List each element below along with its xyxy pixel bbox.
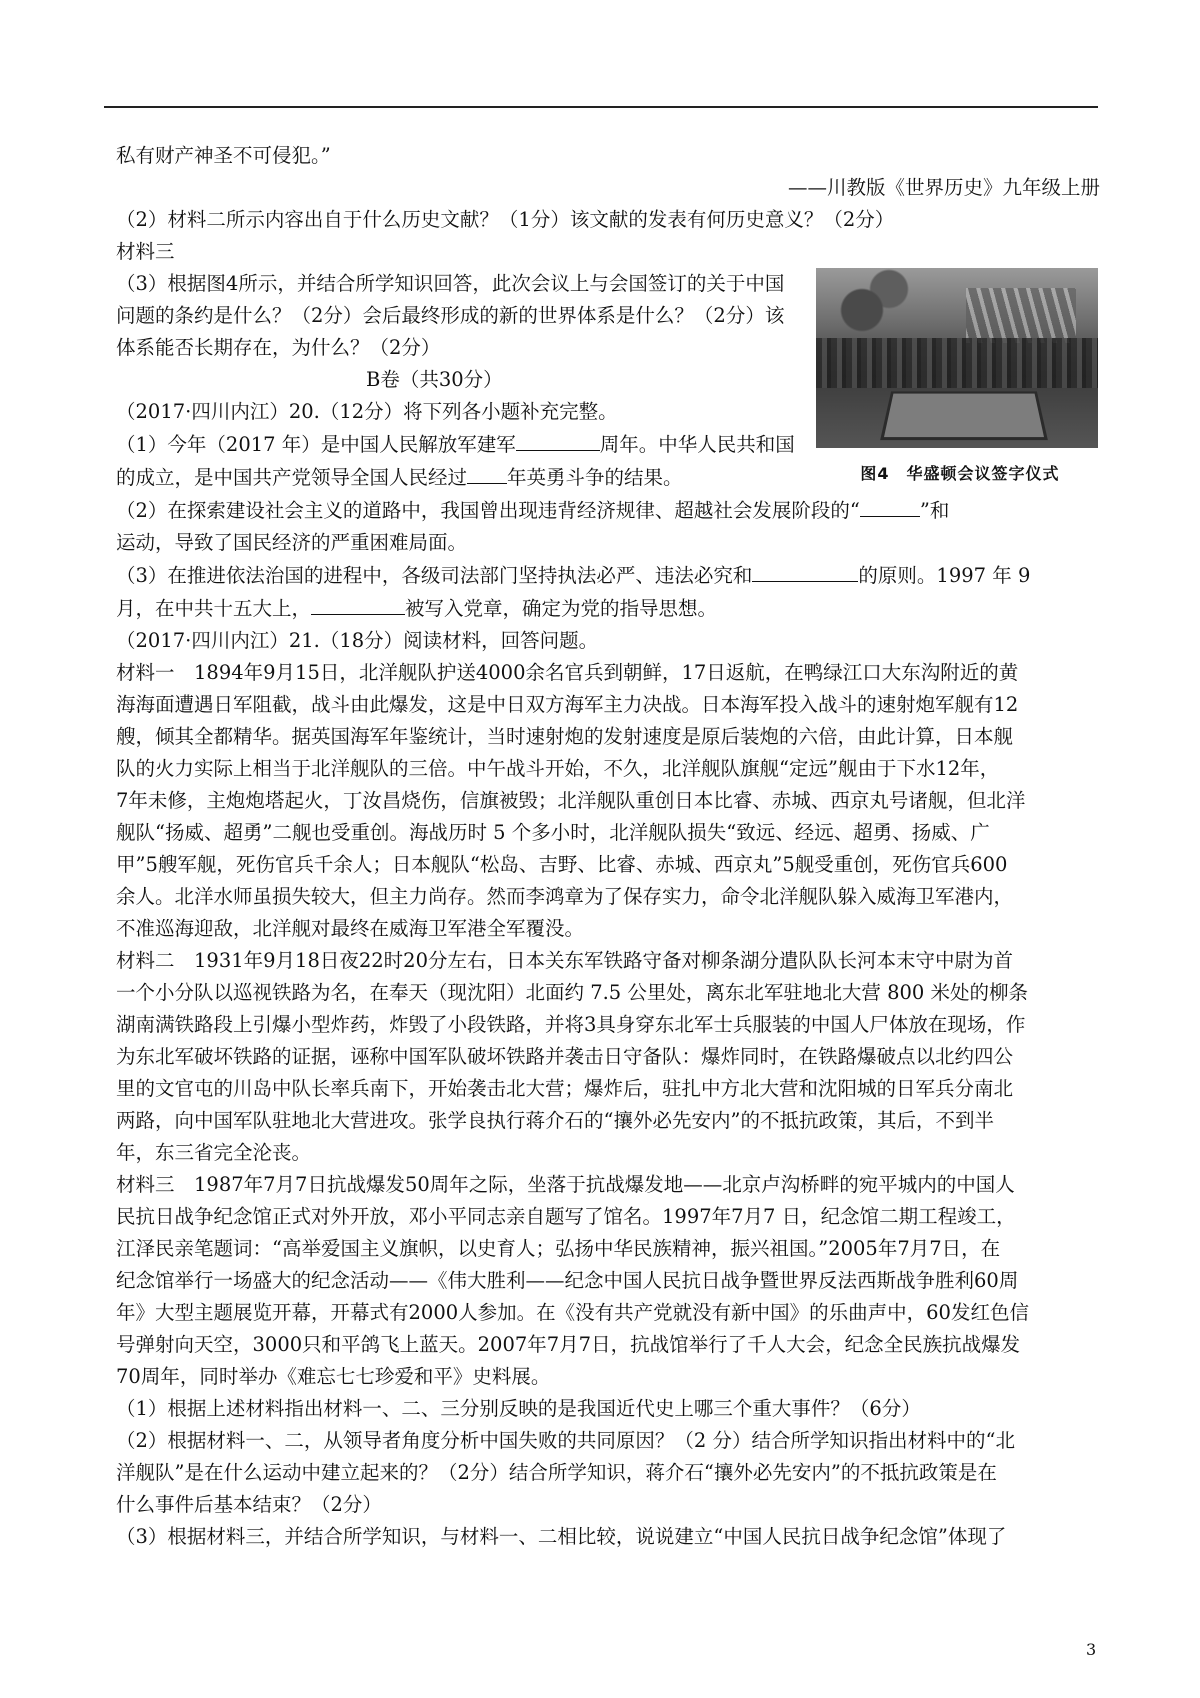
text-segment: （3）在推进依法治国的进程中，各级司法部门坚持执法必严、违法必究和: [116, 564, 753, 587]
text-segment: 年英勇斗争的结果。: [507, 466, 683, 489]
material-one-line: 舰队“扬威、超勇”二舰也受重创。海战历时 5 个多小时，北洋舰队损失“致远、经远、超勇、扬威、广: [116, 821, 990, 844]
material-one-line: 海海面遭遇日军阻截，战斗由此爆发，这是中日双方海军主力决战。日本海军投入战斗的速射炮军舰有12: [116, 693, 1019, 716]
material-two-line: 年，东三省完全沦丧。: [116, 1141, 312, 1164]
answer-blank[interactable]: [311, 592, 405, 615]
text-segment: （1）今年（2017 年）是中国人民解放军建军: [116, 433, 516, 456]
text-segment: （2）在探索建设社会主义的道路中，我国曾出现违背经济规律、超越社会发展阶段的“: [116, 499, 860, 522]
text-segment: ”和: [919, 499, 950, 522]
source-citation: ——川教版《世界历史》九年级上册: [787, 176, 1100, 199]
question-with-figure: [116, 268, 1100, 494]
answer-blank[interactable]: [860, 494, 920, 517]
question-line: 洋舰队”是在什么运动中建立起来的？（2分）结合所学知识，蒋介石“攘外必先安内”的不抵抗政策是在: [116, 1461, 997, 1484]
material-two-line: 两路，向中国军队驻地北大营进攻。张学良执行蒋介石的“攘外必先安内”的不抵抗政策，其后，不到半: [116, 1109, 994, 1132]
question-line: （1）根据上述材料指出材料一、二、三分别反映的是我国近代史上哪三个重大事件？（6分）: [116, 1397, 921, 1420]
question-line: （3）根据材料三，并结合所学知识，与材料一、二相比较，说说建立“中国人民抗日战争纪念馆”体现了: [116, 1525, 1007, 1548]
material-three-line: 材料三 1987年7月7日抗战爆发50周年之际，坐落于抗战爆发地——北京卢沟桥畔的宛平城内的中国人: [116, 1173, 1015, 1196]
page-number: 3: [1086, 1640, 1097, 1659]
question-line: 问题的条约是什么？（2分）会后最终形成的新的世界体系是什么？（2分）该: [116, 304, 785, 327]
answer-blank[interactable]: [752, 559, 858, 582]
section-heading-b: B卷（共30分）: [366, 368, 503, 391]
answer-blank[interactable]: [467, 461, 507, 484]
material-two-line: 为东北军破坏铁路的证据，诬称中国军队破坏铁路并袭击日守备队：爆炸同时，在铁路爆破点以北约四公: [116, 1045, 1014, 1068]
material-three-line: 年》大型主题展览开幕，开幕式有2000人参加。在《没有共产党就没有新中国》的乐曲声中，60发红色信: [116, 1301, 1029, 1324]
header-rule: [104, 106, 1098, 108]
material-two-line: 湖南满铁路段上引爆小型炸药，炸毁了小段铁路，并将3具身穿东北军士兵服装的中国人尸体放在现场，作: [116, 1013, 1026, 1036]
material-one-line: 队的火力实际上相当于北洋舰队的三倍。中午战斗开始，不久，北洋舰队旗舰“定远”舰由于下水12年，: [116, 757, 1000, 780]
material-two-line: 材料二 1931年9月18日夜22时20分左右，日本关东军铁路守备对柳条湖分遣队队长河本末守中尉为首: [116, 949, 1013, 972]
page-content: [116, 140, 1100, 1553]
fill-line: [116, 559, 1100, 592]
material-three-line: 民抗日战争纪念馆正式对外开放，邓小平同志亲自题写了馆名。1997年7月7 日，纪念馆二期工程竣工，: [116, 1205, 1016, 1228]
material-one-line: 不准巡海迎敌，北洋舰对最终在威海卫军港全军覆没。: [116, 917, 585, 940]
material-two-line: 里的文官屯的川岛中队长率兵南下，开始袭击北大营；爆炸后，驻扎中方北大营和沈阳城的日军兵分南北: [116, 1077, 1014, 1100]
answer-blank[interactable]: [516, 428, 600, 451]
material-three-line: 70周年，同时举办《难忘七七珍爱和平》史料展。: [116, 1365, 551, 1388]
text-segment: 的成立，是中国共产党领导全国人民经过: [116, 466, 468, 489]
question-line: （2）根据材料一、二，从领导者角度分析中国失败的共同原因？（2 分）结合所学知识指出材料中的“北: [116, 1429, 1015, 1452]
material-three-line: 号弹射向天空，3000只和平鸽飞上蓝天。2007年7月7日，抗战馆举行了千人大会，纪念全民族抗战爆发: [116, 1333, 1021, 1356]
material-heading: 材料三: [116, 240, 175, 263]
text-line: 私有财产神圣不可侵犯。”: [116, 144, 331, 167]
fill-line: [116, 494, 1100, 527]
fill-line: [116, 592, 1100, 625]
question-line: （2）材料二所示内容出自于什么历史文献？（1分）该文献的发表有何历史意义？（2分）: [116, 208, 895, 231]
material-one-line: 甲”5艘军舰，死伤官兵千余人；日本舰队“松岛、吉野、比睿、赤城、西京丸”5舰受重创，死伤官兵600: [116, 853, 1008, 876]
question-line: （3）根据图4所示，并结合所学知识回答，此次会议上与会国签订的关于中国: [116, 272, 785, 295]
question-line: 体系能否长期存在，为什么？（2分）: [116, 336, 441, 359]
text-segment: 月，在中共十五大上，: [116, 597, 312, 620]
text-segment: 的原则。1997 年 9: [858, 564, 1031, 587]
material-three-line: 江泽民亲笔题词：“高举爱国主义旗帜，以史育人；弘扬中华民族精神，振兴祖国。”2005年7月7日，在: [116, 1237, 1001, 1260]
material-one-line: 艘，倾其全都精华。据英国海军年鉴统计，当时速射炮的发射速度是原后装炮的六倍，由此计算，日本舰: [116, 725, 1014, 748]
text-segment: 周年。中华人民共和国: [599, 433, 795, 456]
washington-conference-photo: [816, 268, 1098, 448]
material-one-line: 余人。北洋水师虽损失较大，但主力尚存。然而李鸿章为了保存实力，命令北洋舰队躲入威海卫军港内，: [116, 885, 1014, 908]
question-line: 什么事件后基本结束？（2分）: [116, 1493, 382, 1516]
text-segment: 被写入党章，确定为党的指导思想。: [405, 597, 718, 620]
material-one-line: 7年未修，主炮炮塔起火，丁汝昌烧伤，信旗被毁；北洋舰队重创日本比睿、赤城、西京丸号诸舰，但北洋: [116, 789, 1026, 812]
text-line: 运动，导致了国民经济的严重困难局面。: [116, 531, 468, 554]
question-header: （2017·四川内江）21.（18分）阅读材料，回答问题。: [116, 629, 599, 652]
material-three-line: 纪念馆举行一场盛大的纪念活动——《伟大胜利——纪念中国人民抗日战争暨世界反法西斯战争胜利60周: [116, 1269, 1019, 1292]
question-header: （2017·四川内江）20.（12分）将下列各小题补充完整。: [116, 400, 618, 423]
figure-4: [816, 268, 1104, 484]
material-two-line: 一个小分队以巡视铁路为名，在奉天（现沈阳）北面约 7.5 公里处，离东北军驻地北大营 800 米处的柳条: [116, 981, 1029, 1004]
material-one-line: 材料一 1894年9月15日，北洋舰队护送4000余名官兵到朝鲜，17日返航，在鸭绿江口大东沟附近的黄: [116, 661, 1019, 684]
figure-caption: 图4 华盛顿会议签字仪式: [860, 464, 1060, 483]
